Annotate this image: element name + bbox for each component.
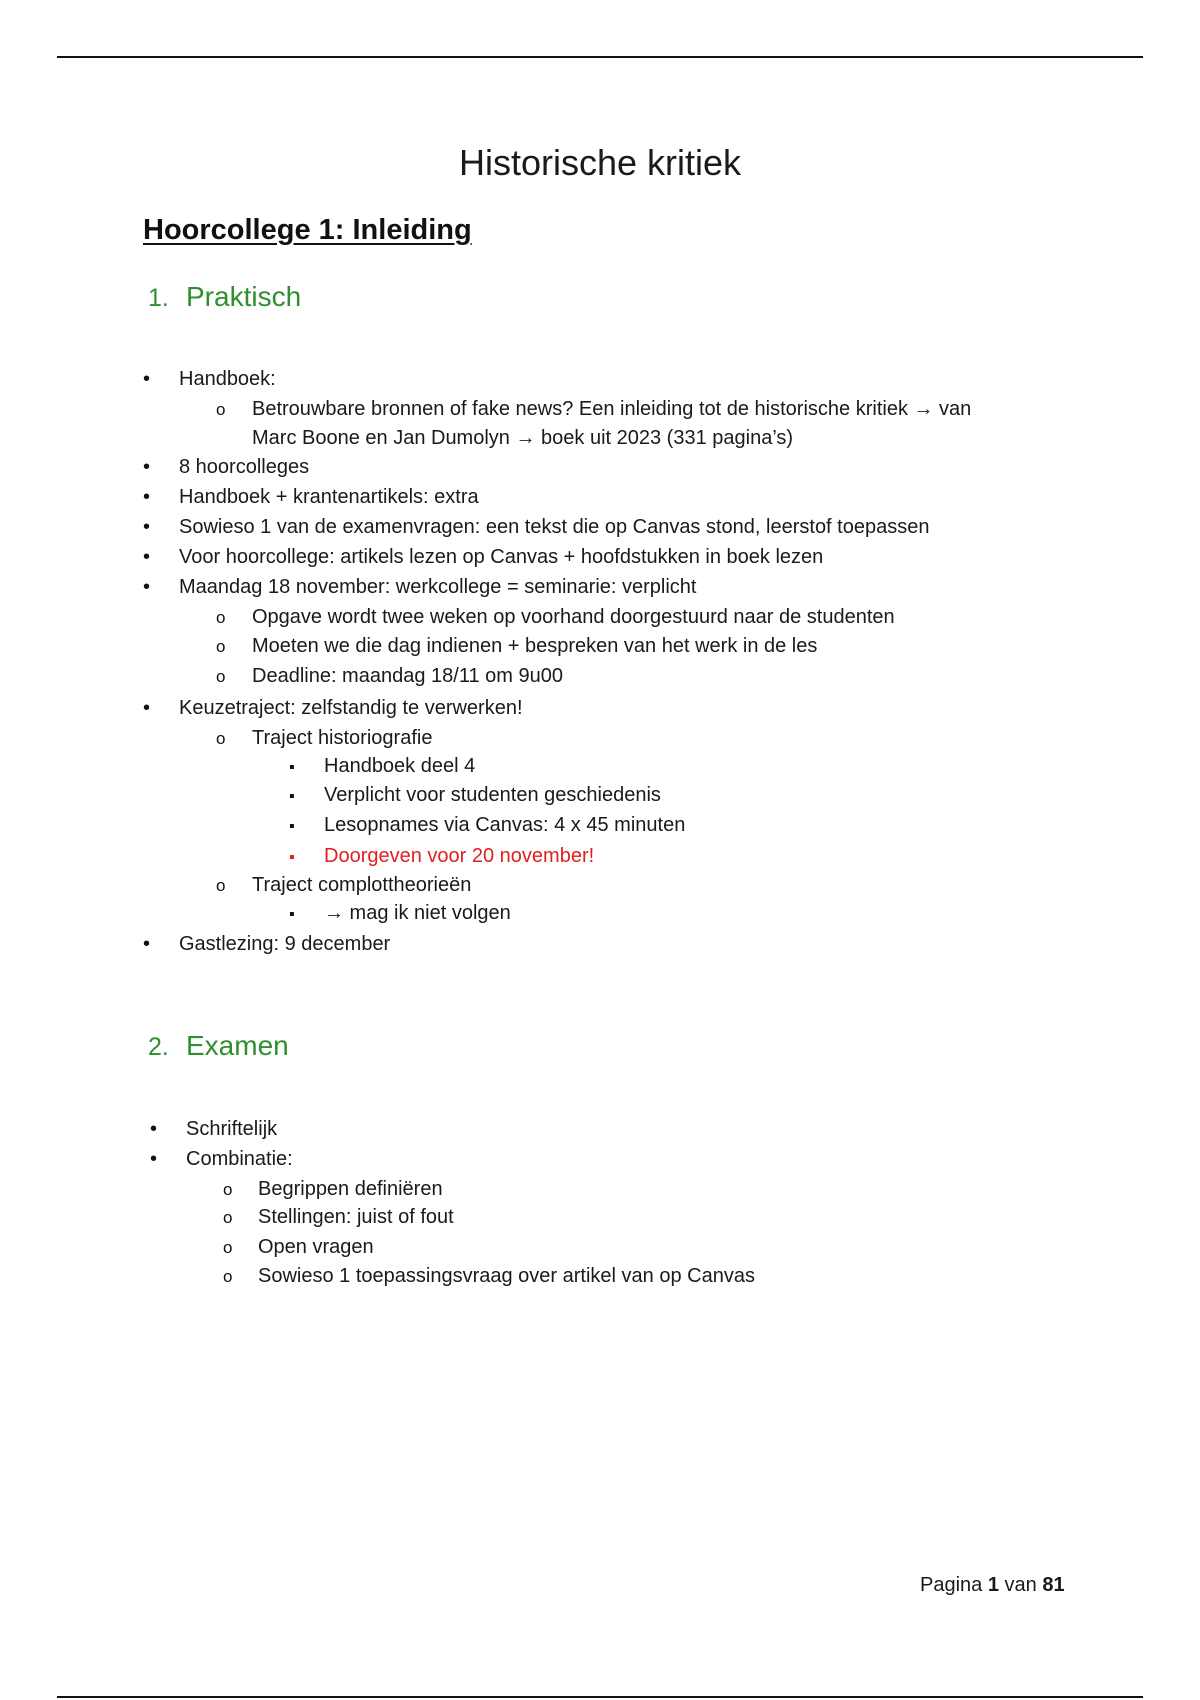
list-item: Stellingen: juist of fout: [258, 1206, 454, 1228]
list-item: Handboek deel 4: [324, 755, 476, 777]
bullet-icon: [150, 1145, 157, 1173]
square-bullet-icon: [289, 811, 295, 841]
bullet-icon: [143, 513, 150, 541]
list-item: Gastlezing: 9 december: [179, 933, 391, 955]
circle-bullet-icon: [223, 1262, 232, 1291]
lecture-heading: Hoorcollege 1: Inleiding: [143, 214, 472, 246]
bullet-icon: [143, 453, 150, 481]
page-number: [920, 1574, 1065, 1597]
list-item: Combinatie:: [186, 1148, 293, 1170]
list-item: → mag ik niet volgen: [324, 902, 511, 924]
circle-bullet-icon: [216, 871, 225, 900]
list-item: Open vragen: [258, 1236, 374, 1258]
list-item: Sowieso 1 van de examenvragen: een tekst die op Canvas stond, leerstof toepassen: [179, 516, 930, 538]
section-heading-examen: [148, 1030, 289, 1062]
section-title: Examen: [186, 1030, 289, 1061]
bullet-icon: [143, 930, 150, 958]
circle-bullet-icon: [223, 1203, 232, 1232]
footer-mid: van: [1004, 1574, 1037, 1596]
bullet-icon: [143, 694, 150, 722]
bullet-icon: [143, 573, 150, 601]
section-title: Praktisch: [186, 281, 302, 312]
circle-bullet-icon: [216, 395, 225, 424]
square-bullet-icon: [289, 752, 295, 782]
list-item: Lesopnames via Canvas: 4 x 45 minuten: [324, 814, 686, 836]
bullet-icon: [143, 483, 150, 511]
list-item-continuation: Marc Boone en Jan Dumolyn → boek uit 2023 (331 pagina’s): [252, 427, 794, 449]
list-item: Traject historiografie: [252, 727, 433, 749]
list-item: Maandag 18 november: werkcollege = seminarie: verplicht: [179, 576, 697, 598]
list-item: Schriftelijk: [186, 1118, 278, 1140]
circle-bullet-icon: [216, 724, 225, 753]
footer-prefix: Pagina: [920, 1574, 983, 1596]
circle-bullet-icon: [216, 632, 225, 661]
list-item: Opgave wordt twee weken op voorhand doorgestuurd naar de studenten: [252, 606, 895, 628]
square-bullet-icon: [289, 781, 295, 811]
bullet-icon: [150, 1115, 157, 1143]
section-heading-praktisch: [148, 281, 301, 313]
list-item: Handboek + krantenartikels: extra: [179, 486, 479, 508]
bullet-icon: [143, 543, 150, 571]
circle-bullet-icon: [223, 1233, 232, 1262]
list-item: Verplicht voor studenten geschiedenis: [324, 784, 661, 806]
bottom-rule: [57, 1696, 1143, 1698]
total-pages: 81: [1042, 1574, 1065, 1596]
circle-bullet-icon: [216, 603, 225, 632]
bullet-icon: [143, 365, 150, 393]
list-item: Moeten we die dag indienen + bespreken van het werk in de les: [252, 635, 818, 657]
list-item: Voor hoorcollege: artikels lezen op Canvas + hoofdstukken in boek lezen: [179, 546, 824, 568]
list-item: Deadline: maandag 18/11 om 9u00: [252, 665, 563, 687]
list-item: 8 hoorcolleges: [179, 456, 310, 478]
list-item: Sowieso 1 toepassingsvraag over artikel van op Canvas: [258, 1265, 755, 1287]
circle-bullet-icon: [216, 662, 225, 691]
square-bullet-icon: [289, 842, 295, 872]
square-bullet-icon: [289, 899, 295, 929]
list-item: Handboek:: [179, 368, 276, 390]
list-item: Begrippen definiëren: [258, 1178, 443, 1200]
deadline-highlight: Doorgeven voor 20 november!: [324, 845, 595, 867]
list-item: Betrouwbare bronnen of fake news? Een inleiding tot de historische kritiek → van: [252, 398, 972, 420]
current-page: 1: [987, 1574, 999, 1596]
section-number: 2.: [148, 1033, 169, 1061]
circle-bullet-icon: [223, 1175, 232, 1204]
top-rule: [57, 56, 1143, 58]
list-item: Traject complottheorieën: [252, 874, 472, 896]
section-number: 1.: [148, 284, 169, 312]
list-item: Keuzetraject: zelfstandig te verwerken!: [179, 697, 523, 719]
document-title: Historische kritiek: [458, 142, 742, 183]
